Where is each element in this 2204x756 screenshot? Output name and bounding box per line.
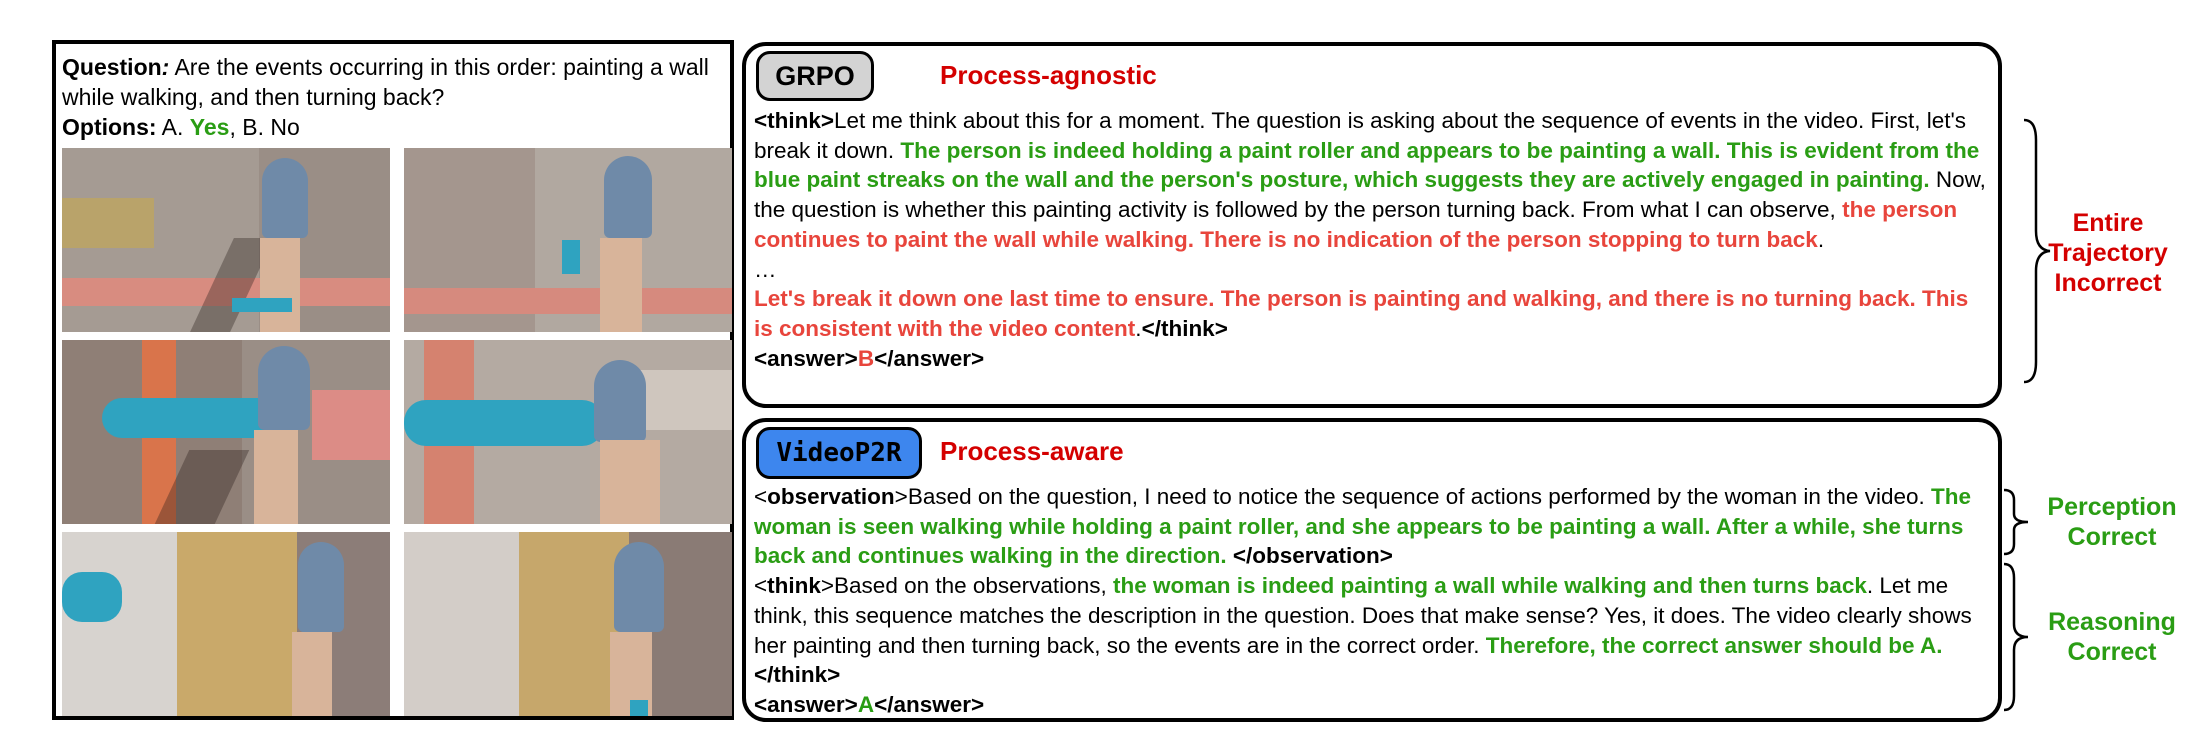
video-frame-2: [404, 148, 732, 332]
grpo-answer-open: <answer>: [754, 345, 858, 371]
question-label: Question: [62, 54, 162, 80]
obs-close-word: observation: [1252, 543, 1380, 569]
grpo-incorrect-2: Let's break it down one last time to ensure. The person is painting and walking, and there is no turning back. This is consistent with the video content: [754, 286, 1969, 341]
grpo-box: [742, 42, 2002, 408]
option-a-answer: Yes: [189, 114, 230, 140]
p2r-correct-2: the woman is indeed painting a wall while walking and then turns back: [1112, 573, 1867, 599]
video-frames-grid: [62, 148, 726, 710]
grpo-answer-close: </answer>: [874, 345, 985, 371]
reasoning-line-1: Reasoning: [2048, 608, 2176, 636]
grpo-text-3: .: [1817, 226, 1825, 252]
p2r-correct-3: Therefore, the correct answer should be A.: [1485, 632, 1943, 658]
think-open-gt: >: [820, 573, 835, 599]
video-frame-5: [62, 532, 390, 716]
p2r-think-close: </think>: [754, 662, 841, 688]
grpo-answer: B: [857, 345, 875, 371]
grpo-text-4: .: [1135, 315, 1142, 341]
option-a-prefix: A.: [156, 114, 190, 140]
options-label: Options:: [62, 114, 157, 140]
obs-close-a: </: [1226, 543, 1253, 569]
p2r-think-text-2: . Let me think, this sequence matches the description in the question. Does that make sense? Yes, it does. The video clearly shows her painting and then turning back, so the events are in the correct order.: [754, 573, 1972, 658]
perception-line-2: Correct: [2067, 523, 2157, 551]
perception-correct-label: [2032, 492, 2192, 552]
p2r-answer-open: <answer>: [754, 691, 858, 717]
video-frame-1: [62, 148, 390, 332]
videop2r-pill: VideoP2R: [756, 427, 922, 479]
entire-trajectory-incorrect-label: [2044, 208, 2172, 298]
obs-open-lt: <: [754, 484, 768, 509]
p2r-answer: A: [857, 691, 875, 717]
grpo-correct-1: The person is indeed holding a paint roller and appears to be painting a wall. This is evident from the blue paint streaks on the wall and the person's posture, which suggests they are actively engaged in painting.: [754, 137, 1980, 193]
p2r-answer-close: </answer>: [874, 691, 985, 717]
p2r-obs-text: Based on the question, I need to notice the sequence of actions performed by the woman in the video.: [907, 484, 1931, 509]
videop2r-trajectory: [754, 482, 1990, 720]
option-b: , B. No: [229, 114, 300, 140]
perception-line-1: Perception: [2047, 493, 2177, 521]
perception-brace: [2000, 488, 2036, 556]
video-frame-3: [62, 340, 390, 524]
reasoning-correct-label: [2032, 607, 2192, 667]
entire-line-3: Incorrect: [2054, 269, 2162, 297]
videop2r-box: [742, 418, 2002, 722]
obs-open-word: observation: [767, 484, 895, 509]
grpo-ellipsis: …: [754, 256, 777, 282]
grpo-text-1: Let me think about this for a moment. The question is asking about the sequence of events in the video. First, let's break it down.: [754, 108, 1967, 163]
question-separator: :: [161, 54, 170, 80]
p2r-think-text-1: Based on the observations,: [834, 573, 1113, 599]
video-frame-4: [404, 340, 732, 524]
grpo-pill: GRPO: [756, 51, 874, 101]
obs-close-gt: >: [1379, 543, 1393, 569]
think-open-lt: <: [754, 573, 768, 599]
question-panel: [52, 40, 734, 720]
videop2r-tag: Process-aware: [940, 436, 1124, 466]
grpo-trajectory: [754, 106, 1990, 373]
p2r-correct-1: The woman is seen walking while holding a paint roller, and she appears to be painting a wall. After a while, she turns back and continues walking in the direction.: [754, 484, 1971, 569]
entire-line-1: Entire: [2072, 209, 2144, 237]
grpo-think-open: <think>: [754, 108, 835, 133]
grpo-think-close: </think>: [1141, 315, 1228, 341]
reasoning-brace: [2000, 562, 2036, 712]
grpo-tag: Process-agnostic: [940, 60, 1157, 90]
question-block: [62, 52, 732, 142]
grpo-incorrect-1: the person continues to paint the wall while walking. There is no indication of the person stopping to turn back: [754, 197, 1958, 252]
reasoning-line-2: Correct: [2067, 638, 2157, 666]
think-open-word: think: [767, 573, 821, 599]
question-text: Are the events occurring in this order: painting a wall while walking, and then turning back?: [62, 54, 709, 110]
obs-open-gt: >: [894, 484, 908, 509]
entire-line-2: Trajectory: [2048, 239, 2168, 267]
video-frame-6: [404, 532, 732, 716]
grpo-text-2: Now, the question is whether this painting activity is followed by the person turning back. From what I can observe,: [754, 167, 1986, 223]
